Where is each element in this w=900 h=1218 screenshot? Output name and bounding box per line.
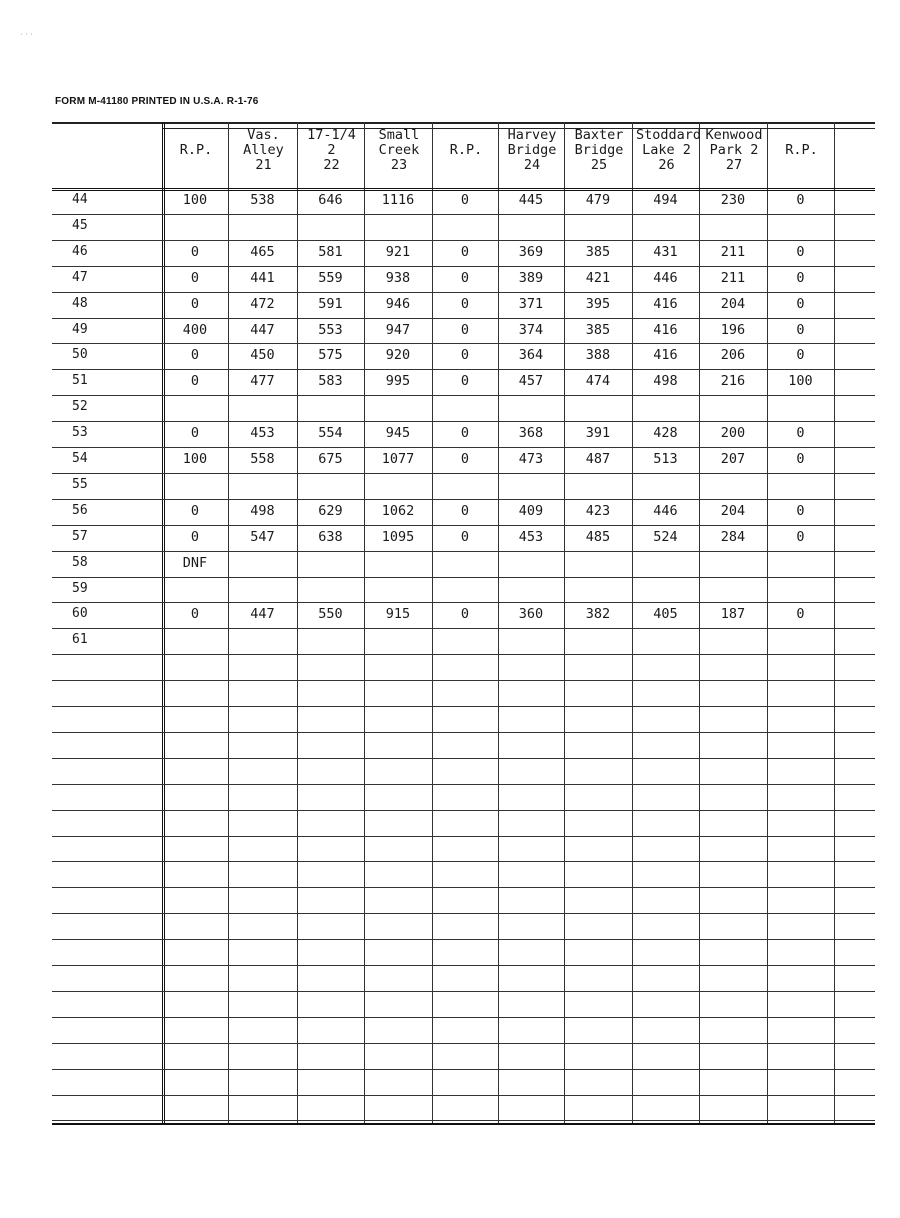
- row-number: 52: [72, 399, 88, 415]
- row-divider: [52, 1069, 875, 1070]
- row-number: 47: [72, 269, 88, 285]
- column-header-line: [166, 158, 226, 173]
- table-cell: 0: [796, 502, 805, 519]
- row-divider: [52, 965, 875, 966]
- table-cell: 211: [720, 243, 746, 260]
- row-divider: [52, 343, 875, 344]
- row-divider: [52, 447, 875, 448]
- table-cell: 485: [585, 528, 611, 545]
- row-number: 50: [72, 347, 88, 363]
- table-cell: 0: [460, 425, 470, 442]
- table-cell: 675: [318, 451, 343, 467]
- row-divider: [52, 887, 875, 888]
- row-divider: [52, 266, 875, 267]
- row-divider: [52, 1120, 875, 1121]
- table-cell: 0: [796, 451, 805, 467]
- table-cell: 371: [518, 295, 544, 312]
- table-cell: 0: [460, 295, 470, 312]
- bottom-rule: [52, 1123, 875, 1125]
- column-header-line: Bridge: [574, 142, 624, 158]
- column-header-line: Harvey: [507, 127, 557, 143]
- column-header-line: 26: [658, 157, 675, 173]
- table-cell: 995: [385, 373, 411, 390]
- column-header: [436, 128, 496, 173]
- row-number: 51: [72, 373, 88, 389]
- column-header-line: 24: [523, 157, 541, 173]
- table-cell: 100: [182, 192, 208, 208]
- table-cell: 0: [460, 451, 470, 467]
- table-cell: 538: [250, 192, 275, 208]
- column-header: [166, 128, 226, 173]
- table-cell: 0: [460, 502, 470, 519]
- table-cell: 421: [585, 269, 611, 286]
- column-header-line: [436, 158, 496, 173]
- table-cell: 947: [385, 321, 411, 338]
- table-cell: 550: [318, 606, 343, 623]
- row-divider: [52, 1043, 875, 1044]
- column-header: [636, 127, 702, 173]
- table-cell: 920: [385, 347, 411, 364]
- row-number: 57: [72, 528, 88, 544]
- table-cell: 0: [796, 243, 805, 260]
- row-divider: [52, 551, 875, 552]
- table-cell: 428: [653, 425, 678, 442]
- table-cell: 0: [190, 528, 200, 545]
- column-header-line: Bridge: [507, 142, 557, 158]
- table-cell: 416: [653, 295, 678, 312]
- table-cell: 369: [518, 243, 544, 260]
- row-number: 46: [72, 243, 88, 259]
- scan-speck: · · ·: [20, 30, 33, 39]
- table-cell: 204: [720, 295, 746, 312]
- table-cell: 416: [653, 347, 678, 364]
- table-cell: 445: [518, 192, 544, 208]
- table-cell: 204: [720, 502, 746, 519]
- table-cell: 554: [318, 425, 343, 442]
- column-header: [771, 128, 832, 173]
- table-cell: 423: [585, 502, 611, 519]
- table-cell: 100: [788, 373, 813, 390]
- table-cell: 472: [250, 295, 275, 312]
- table-cell: 1116: [381, 192, 415, 208]
- table-cell: 457: [518, 373, 544, 390]
- table-cell: 447: [250, 321, 275, 338]
- table-cell: 0: [796, 295, 805, 312]
- column-header-line: [771, 128, 832, 143]
- table-cell: 395: [585, 295, 611, 312]
- table-cell: 0: [190, 373, 200, 390]
- row-divider: [52, 1095, 875, 1096]
- table-cell: 494: [653, 192, 678, 208]
- table-cell: 0: [796, 528, 805, 545]
- row-divider: [52, 369, 875, 370]
- table-cell: 0: [190, 243, 200, 260]
- column-header-line: Kenwood: [705, 127, 763, 143]
- table-cell: 453: [518, 528, 544, 545]
- table-cell: 0: [190, 502, 200, 519]
- table-cell: 583: [318, 373, 343, 390]
- top-rule: [52, 122, 875, 124]
- table-cell: 915: [385, 606, 411, 623]
- table-cell: 368: [518, 425, 544, 442]
- column-header: [568, 128, 630, 173]
- table-cell: 638: [318, 528, 343, 545]
- table-cell: 474: [585, 373, 611, 390]
- table-cell: 388: [585, 347, 611, 364]
- table-cell: 0: [796, 321, 805, 338]
- header-divider: [52, 188, 875, 191]
- row-divider: [52, 577, 875, 578]
- table-cell: 447: [250, 606, 275, 623]
- table-cell: DNF: [182, 554, 208, 571]
- column-header: [232, 128, 295, 173]
- row-divider: [52, 421, 875, 422]
- column-header-line: Park 2: [709, 142, 759, 158]
- table-cell: 206: [720, 347, 746, 364]
- row-divider: [52, 395, 875, 396]
- row-number: 45: [72, 217, 88, 233]
- row-divider: [52, 654, 875, 655]
- table-cell: 646: [318, 192, 343, 208]
- table-cell: 441: [250, 269, 275, 286]
- table-cell: 187: [720, 606, 746, 623]
- form-title: FORM M-41180 PRINTED IN U.S.A. R-1-76: [55, 96, 259, 107]
- column-header-line: Creek: [378, 142, 420, 158]
- table-cell: 400: [182, 321, 208, 338]
- table-cell: 0: [796, 606, 805, 623]
- table-cell: 446: [653, 269, 678, 286]
- table-cell: 629: [318, 502, 343, 519]
- table-cell: 0: [460, 243, 470, 260]
- row-divider: [52, 784, 875, 785]
- table-cell: 591: [318, 295, 343, 312]
- table-cell: 196: [720, 321, 746, 338]
- table-cell: 446: [653, 502, 678, 519]
- table-cell: 477: [250, 373, 275, 390]
- column-header-line: Baxter: [574, 127, 624, 143]
- table-cell: 0: [190, 606, 200, 623]
- row-number: 49: [72, 321, 88, 337]
- table-cell: 405: [653, 606, 678, 623]
- table-cell: 385: [585, 243, 611, 260]
- column-header-line: Lake 2: [642, 142, 691, 158]
- row-divider: [52, 991, 875, 992]
- column-header-line: R.P.: [785, 142, 818, 158]
- table-cell: 0: [796, 347, 805, 364]
- table-cell: 0: [190, 295, 200, 312]
- table-cell: 938: [385, 269, 411, 286]
- table-cell: 558: [250, 451, 275, 467]
- table-cell: 946: [385, 295, 411, 312]
- column-header-line: 2: [327, 142, 336, 158]
- column-header: [301, 128, 362, 173]
- column-header-line: [436, 128, 496, 143]
- table-cell: 498: [653, 373, 678, 390]
- data-sheet: [52, 122, 875, 1125]
- row-divider: [52, 473, 875, 474]
- row-divider: [52, 292, 875, 293]
- table-cell: 409: [518, 502, 544, 519]
- row-divider: [52, 913, 875, 914]
- table-cell: 416: [653, 321, 678, 338]
- column-header-line: [166, 128, 226, 143]
- row-divider: [52, 214, 875, 215]
- table-cell: 513: [653, 451, 678, 467]
- table-cell: 0: [460, 528, 470, 545]
- table-cell: 0: [796, 425, 805, 442]
- column-header-line: Alley: [243, 142, 284, 158]
- table-cell: 581: [318, 243, 343, 260]
- column-header: [502, 128, 562, 173]
- row-divider: [52, 861, 875, 862]
- table-cell: 0: [460, 269, 470, 286]
- table-cell: 100: [182, 451, 208, 467]
- table-cell: 1095: [381, 528, 415, 545]
- row-divider: [52, 628, 875, 629]
- row-number: 59: [72, 580, 88, 596]
- table-cell: 945: [385, 425, 411, 442]
- table-cell: 431: [653, 243, 678, 260]
- table-cell: 382: [585, 606, 611, 623]
- column-header-line: 23: [390, 157, 408, 173]
- table-cell: 479: [585, 192, 611, 208]
- row-number: 48: [72, 295, 88, 311]
- table-cell: 389: [518, 269, 544, 286]
- table-cell: 0: [460, 606, 470, 623]
- table-cell: 0: [190, 425, 200, 442]
- column-header-line: Small: [378, 127, 420, 143]
- table-cell: 374: [518, 321, 544, 338]
- table-cell: 473: [518, 451, 544, 467]
- table-cell: 0: [460, 373, 470, 390]
- row-divider: [52, 525, 875, 526]
- row-divider: [52, 810, 875, 811]
- row-divider: [52, 318, 875, 319]
- table-cell: 385: [585, 321, 611, 338]
- table-cell: 553: [318, 321, 343, 338]
- table-cell: 450: [250, 347, 275, 364]
- row-number: 58: [72, 554, 88, 570]
- table-cell: 547: [250, 528, 275, 545]
- table-cell: 487: [585, 451, 611, 467]
- row-number: 56: [72, 502, 88, 518]
- row-number: 53: [72, 425, 88, 441]
- table-cell: 211: [720, 269, 746, 286]
- table-cell: 0: [460, 192, 470, 208]
- table-cell: 0: [796, 192, 805, 208]
- row-number: 55: [72, 476, 88, 492]
- column-header-line: 21: [255, 157, 272, 173]
- column-header-line: R.P.: [179, 142, 213, 158]
- table-cell: 364: [518, 347, 544, 364]
- table-cell: 921: [385, 243, 411, 260]
- row-divider: [52, 706, 875, 707]
- table-cell: 0: [190, 347, 200, 364]
- row-divider: [52, 499, 875, 500]
- table-cell: 0: [796, 269, 805, 286]
- column-header-line: 25: [590, 157, 608, 173]
- row-divider: [52, 836, 875, 837]
- table-cell: 0: [460, 347, 470, 364]
- table-cell: 524: [653, 528, 678, 545]
- table-cell: 207: [720, 451, 746, 467]
- row-divider: [52, 602, 875, 603]
- row-divider: [52, 1017, 875, 1018]
- column-header-line: 17-1/4: [307, 127, 356, 143]
- table-cell: 216: [720, 373, 746, 390]
- column-header-line: R.P.: [449, 142, 483, 158]
- row-divider: [52, 240, 875, 241]
- table-cell: 200: [720, 425, 746, 442]
- row-number: 44: [72, 192, 88, 207]
- table-cell: 230: [720, 192, 746, 208]
- row-number: 54: [72, 451, 88, 466]
- table-cell: 453: [250, 425, 275, 442]
- column-header-line: 27: [725, 157, 743, 173]
- table-cell: 1062: [381, 502, 415, 519]
- table-cell: 360: [518, 606, 544, 623]
- table-cell: 465: [250, 243, 275, 260]
- column-header-line: Vas.: [247, 127, 280, 143]
- table-cell: 0: [190, 269, 200, 286]
- row-divider: [52, 758, 875, 759]
- column-divider: [834, 122, 835, 1125]
- row-number: 61: [72, 632, 88, 648]
- table-cell: 1077: [381, 451, 415, 467]
- table-cell: 559: [318, 269, 343, 286]
- column-header-line: Stoddard: [636, 127, 702, 143]
- table-cell: 498: [250, 502, 275, 519]
- column-header-line: 22: [323, 157, 340, 173]
- table-cell: 575: [318, 347, 343, 364]
- row-divider: [52, 732, 875, 733]
- table-cell: 284: [720, 528, 746, 545]
- column-header: [703, 128, 765, 173]
- row-number: 60: [72, 606, 88, 622]
- row-divider: [52, 939, 875, 940]
- row-divider: [52, 680, 875, 681]
- column-header: [368, 128, 430, 173]
- column-header-line: [771, 158, 832, 173]
- table-cell: 391: [585, 425, 611, 442]
- table-cell: 0: [460, 321, 470, 338]
